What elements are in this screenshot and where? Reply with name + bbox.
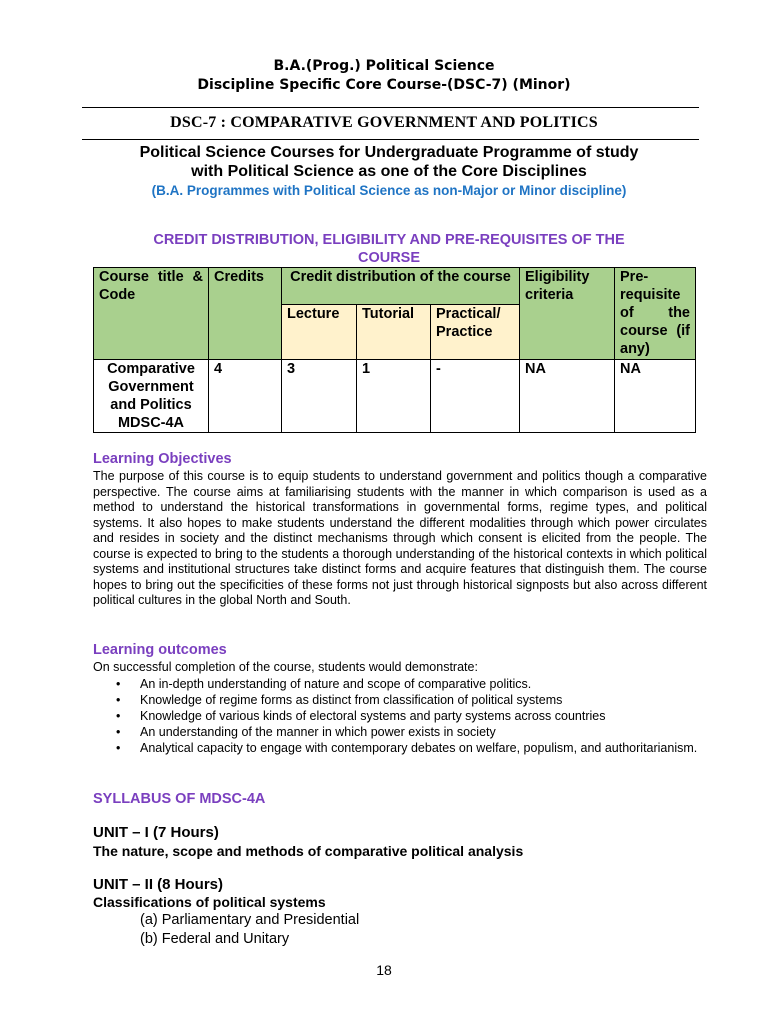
learning-outcomes-list bbox=[93, 676, 707, 756]
list-item bbox=[93, 708, 707, 724]
course-title-line2: with Political Science as one of the Core Disciplines bbox=[191, 163, 587, 180]
credit-heading-line1: CREDIT DISTRIBUTION, ELIGIBILITY AND PRE-REQUISITES OF THE bbox=[153, 232, 625, 248]
bullet-icon: • bbox=[116, 741, 121, 755]
cell-lecture: 3 bbox=[282, 360, 357, 433]
page-number: 18 bbox=[376, 962, 392, 978]
cell-tutorial: 1 bbox=[357, 360, 431, 433]
cell-prerequisite: NA bbox=[615, 360, 696, 433]
title-rule-bottom bbox=[82, 139, 699, 140]
learning-objectives-text: The purpose of this course is to equip students to understand government and politics though a comparative perspective. The course aims at familiarising students with the manner in which comparison is used as a method to understand the historical transformations in governmental forms, regime types, and political systems. It also hopes to make students understand the different modalities through which power circulates and resides in society and the distinct mechanisms through which consent is elicited from the people. The course is expected to bring to the students a thorough understanding of the historical contexts in which political systems and institutional structures take distinct forms and acquire features that distinguish them. The course hopes to bring out the specificities of these forms not just through historical signposts but also across different political cultures in the global North and South. bbox=[93, 469, 707, 607]
bullet-icon: • bbox=[116, 725, 121, 739]
header-course-type: Discipline Specific Core Course-(DSC-7) (Minor) bbox=[197, 77, 571, 93]
list-item bbox=[93, 724, 707, 740]
unit2-item-b: (b) Federal and Unitary bbox=[140, 931, 290, 947]
table-row bbox=[94, 360, 696, 433]
list-item bbox=[93, 692, 707, 708]
bullet-icon: • bbox=[116, 709, 121, 723]
syllabus-heading: SYLLABUS OF MDSC-4A bbox=[93, 791, 266, 807]
th-eligibility: Eligibility criteria bbox=[520, 268, 615, 360]
unit1-heading: UNIT – I (7 Hours) bbox=[93, 824, 219, 841]
cell-eligibility: NA bbox=[520, 360, 615, 433]
th-credit-distribution: Credit distribution of the course bbox=[282, 268, 520, 305]
learning-objectives-heading: Learning Objectives bbox=[93, 451, 232, 467]
outcome-text: Analytical capacity to engage with contemporary debates on welfare, populism, and authoritarianism. bbox=[140, 741, 698, 755]
th-practical: Practical/ Practice bbox=[431, 305, 520, 360]
header-programme: B.A.(Prog.) Political Science bbox=[273, 58, 495, 74]
dsc-title: DSC-7 : COMPARATIVE GOVERNMENT AND POLITICS bbox=[170, 114, 598, 131]
unit2-title: Classifications of political systems bbox=[93, 894, 326, 910]
bullet-icon: • bbox=[116, 693, 121, 707]
list-item bbox=[93, 676, 707, 692]
th-course-title: Course title & Code bbox=[94, 268, 209, 360]
th-credits: Credits bbox=[209, 268, 282, 360]
unit1-title: The nature, scope and methods of comparative political analysis bbox=[93, 843, 524, 859]
course-subtitle: (B.A. Programmes with Political Science as non-Major or Minor discipline) bbox=[151, 183, 627, 198]
credit-heading-line2: COURSE bbox=[357, 250, 421, 266]
outcome-text: An in-depth understanding of nature and scope of comparative politics. bbox=[140, 677, 532, 691]
cell-course: Comparative Government and Politics MDSC-4A bbox=[94, 360, 209, 433]
th-prerequisite: Pre-requisite of the course (if any) bbox=[615, 268, 696, 360]
learning-outcomes-heading: Learning outcomes bbox=[93, 642, 227, 658]
outcome-text: Knowledge of various kinds of electoral systems and party systems across countries bbox=[140, 709, 606, 723]
th-lecture: Lecture bbox=[282, 305, 357, 360]
bullet-icon: • bbox=[116, 677, 121, 691]
course-title-line1: Political Science Courses for Undergraduate Programme of study bbox=[139, 144, 639, 161]
learning-outcomes-intro: On successful completion of the course, students would demonstrate: bbox=[93, 660, 478, 674]
unit2-heading: UNIT – II (8 Hours) bbox=[93, 876, 224, 893]
unit2-item-a: (a) Parliamentary and Presidential bbox=[140, 912, 360, 928]
outcome-text: Knowledge of regime forms as distinct from classification of political systems bbox=[140, 693, 563, 707]
title-rule-top bbox=[82, 107, 699, 108]
cell-practical: - bbox=[431, 360, 520, 433]
outcome-text: An understanding of the manner in which power exists in society bbox=[140, 725, 496, 739]
list-item bbox=[93, 740, 707, 756]
credit-distribution-table bbox=[93, 267, 696, 433]
th-tutorial: Tutorial bbox=[357, 305, 431, 360]
cell-credits: 4 bbox=[209, 360, 282, 433]
